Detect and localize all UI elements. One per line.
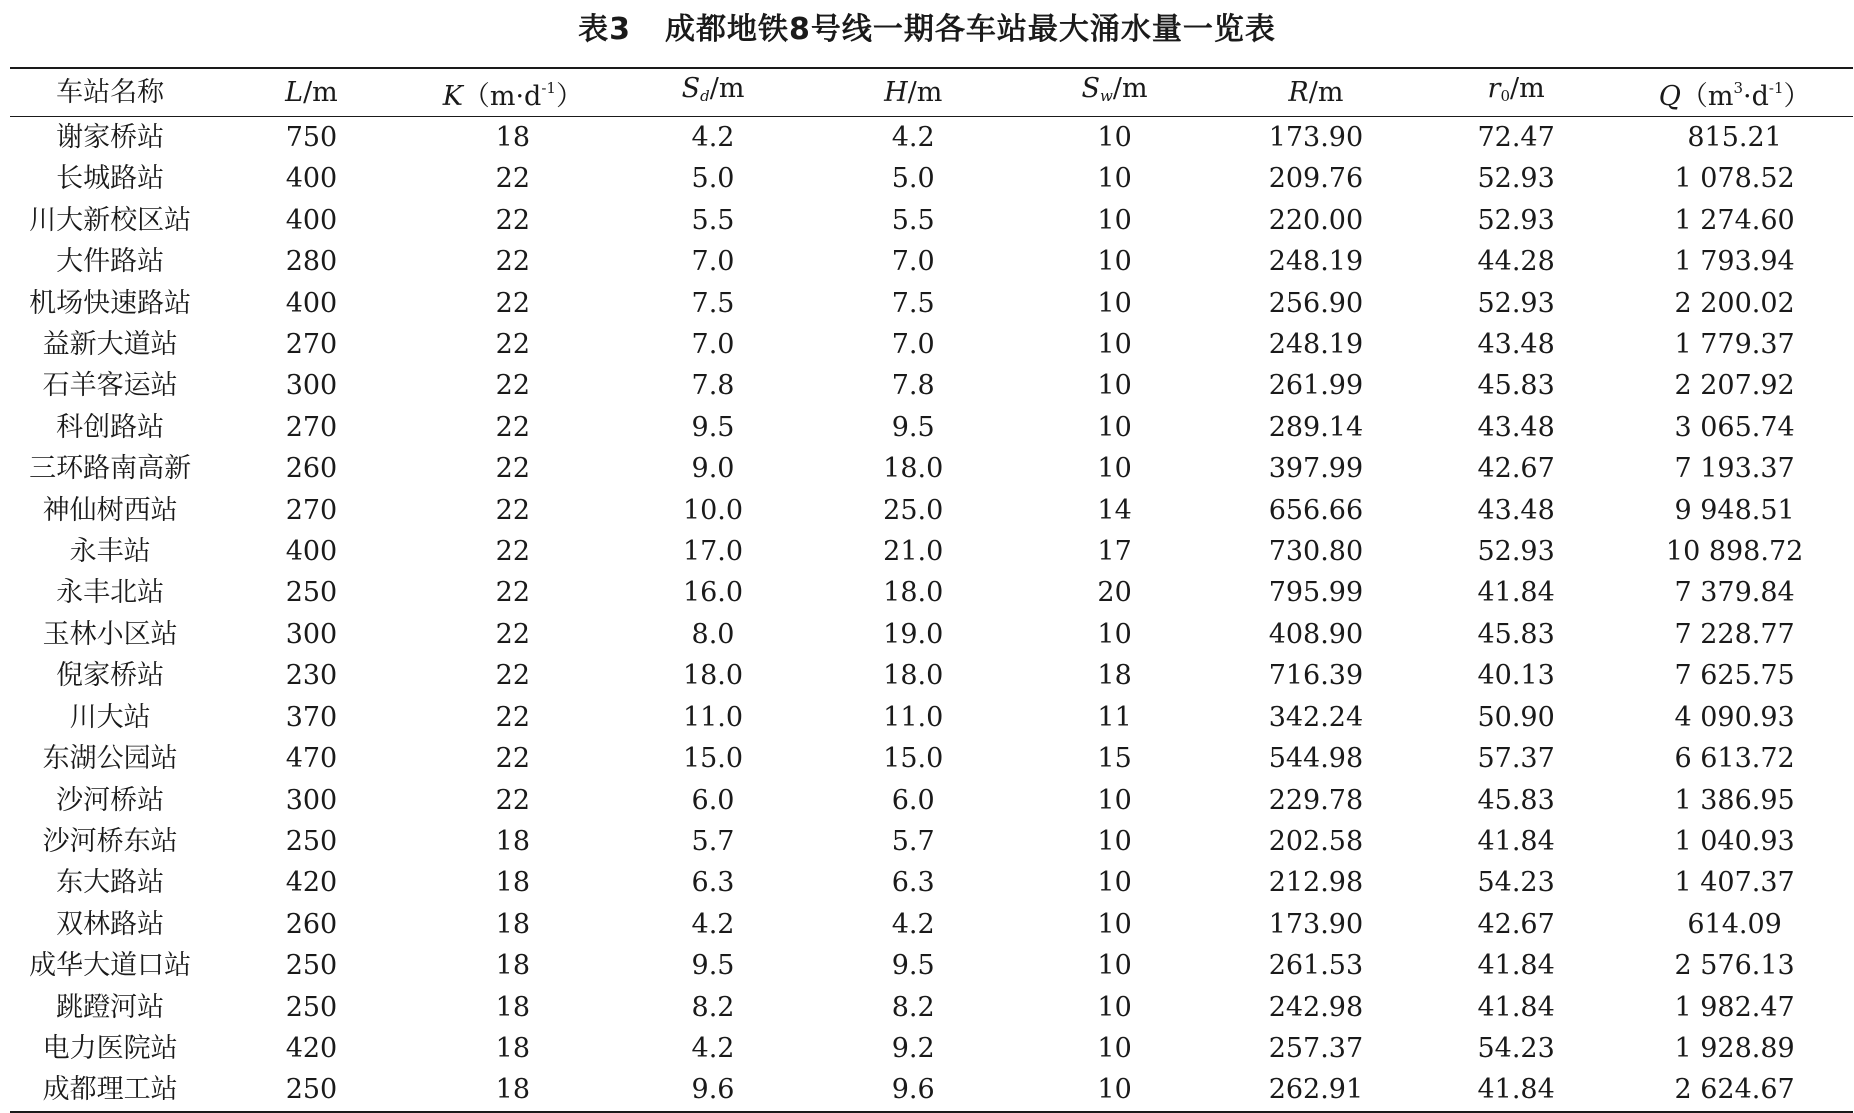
- cell-length: 270: [285, 411, 338, 443]
- cell-drawdown-design: 6.0: [691, 784, 735, 816]
- col-header-station: 车站名称: [10, 68, 210, 117]
- cell-station-name: 东湖公园站: [42, 743, 178, 775]
- cell-station-name: 东大路站: [56, 867, 165, 899]
- cell-equivalent-radius: 42.67: [1477, 453, 1555, 485]
- cell-drawdown-well: 10: [1097, 950, 1132, 982]
- cell-influence-radius: 342.24: [1268, 701, 1364, 733]
- cell-max-inflow: 1 982.47: [1674, 991, 1795, 1023]
- cell-permeability: 18: [413, 1069, 613, 1111]
- cell-permeability: 22: [495, 329, 530, 361]
- cell-aquifer-thickness: 18.0: [883, 660, 944, 692]
- cell-permeability: 18: [495, 908, 530, 940]
- cell-max-inflow: 7 228.77: [1674, 618, 1795, 650]
- col-header-R: R/m: [1216, 68, 1416, 117]
- cell-drawdown-design: 4.2: [691, 908, 735, 940]
- cell-influence-radius: 289.14: [1268, 411, 1364, 443]
- cell-drawdown-design: 4.2: [691, 122, 735, 153]
- cell-drawdown-design: 9.0: [691, 453, 735, 485]
- table-row: [10, 1069, 1853, 1111]
- cell-aquifer-thickness: 9.6: [813, 1069, 1013, 1111]
- cell-influence-radius: 173.90: [1268, 122, 1364, 153]
- cell-influence-radius: 242.98: [1268, 991, 1364, 1023]
- cell-influence-radius: 716.39: [1268, 660, 1364, 692]
- cell-length: 420: [285, 867, 338, 899]
- cell-drawdown-well: 15: [1097, 743, 1132, 775]
- cell-length: 400: [285, 536, 338, 568]
- cell-station-name: 三环路南高新: [29, 453, 192, 485]
- cell-length: 230: [285, 660, 338, 692]
- cell-drawdown-design: 16.0: [682, 577, 744, 609]
- table-caption: [0, 8, 1854, 52]
- table-row: [10, 904, 1853, 945]
- cell-drawdown-design: 5.0: [691, 163, 735, 195]
- table-row: [10, 780, 1853, 821]
- cell-max-inflow: 2 576.13: [1674, 950, 1795, 982]
- cell-station-name: 成都理工站: [10, 1069, 210, 1111]
- cell-equivalent-radius: 45.83: [1477, 618, 1555, 650]
- cell-drawdown-well: 17: [1097, 536, 1132, 568]
- table-row: [10, 324, 1853, 365]
- cell-equivalent-radius: 52.93: [1477, 536, 1555, 568]
- cell-equivalent-radius: 43.48: [1477, 411, 1555, 443]
- cell-equivalent-radius: 54.23: [1477, 867, 1555, 899]
- cell-station-name: 倪家桥站: [56, 660, 165, 692]
- cell-equivalent-radius: 57.37: [1477, 743, 1555, 775]
- cell-length: 250: [285, 950, 338, 982]
- water-inflow-table: [10, 67, 1853, 1113]
- cell-aquifer-thickness: 6.0: [891, 784, 935, 816]
- table-row: [10, 697, 1853, 738]
- cell-drawdown-well: 10: [1097, 163, 1132, 195]
- cell-max-inflow: 9 948.51: [1674, 494, 1795, 526]
- cell-equivalent-radius: 40.13: [1477, 660, 1555, 692]
- cell-length: 250: [285, 825, 338, 857]
- cell-station-name: 永丰站: [69, 536, 151, 568]
- cell-drawdown-design: 7.5: [691, 287, 735, 319]
- cell-influence-radius: 173.90: [1268, 908, 1364, 940]
- cell-permeability: 22: [495, 163, 530, 195]
- cell-influence-radius: 261.53: [1268, 950, 1364, 982]
- cell-influence-radius: 256.90: [1268, 287, 1364, 319]
- cell-station-name: 益新大道站: [42, 329, 178, 361]
- cell-station-name: 跳蹬河站: [56, 991, 165, 1023]
- cell-permeability: 22: [495, 536, 530, 568]
- table-title: 成都地铁8号线一期各车站最大涌水量一览表: [665, 12, 1276, 47]
- cell-drawdown-well: 10: [1097, 867, 1132, 899]
- cell-drawdown-well: 10: [1097, 246, 1132, 278]
- cell-influence-radius: 262.91: [1216, 1069, 1416, 1111]
- cell-drawdown-well: 10: [1097, 329, 1132, 361]
- table-row: [10, 945, 1853, 986]
- cell-max-inflow: 1 793.94: [1674, 246, 1795, 278]
- cell-influence-radius: 209.76: [1268, 163, 1364, 195]
- cell-aquifer-thickness: 9.5: [891, 411, 935, 443]
- cell-permeability: 22: [495, 287, 530, 319]
- col-header-Sd: $S_d/m$: [613, 68, 813, 117]
- cell-equivalent-radius: 43.48: [1477, 494, 1555, 526]
- cell-station-name: 神仙树西站: [42, 494, 178, 526]
- table-row: [10, 738, 1853, 779]
- cell-equivalent-radius: 41.84: [1416, 1069, 1616, 1111]
- cell-aquifer-thickness: 7.0: [891, 246, 935, 278]
- cell-permeability: 22: [495, 577, 530, 609]
- cell-length: 400: [285, 287, 338, 319]
- cell-aquifer-thickness: 4.2: [891, 908, 935, 940]
- cell-station-name: 沙河桥站: [56, 784, 165, 816]
- cell-aquifer-thickness: 11.0: [883, 701, 944, 733]
- cell-length: 750: [285, 122, 338, 153]
- cell-influence-radius: 220.00: [1268, 204, 1364, 236]
- cell-drawdown-well: 10: [1097, 411, 1132, 443]
- cell-max-inflow: 1 274.60: [1674, 204, 1795, 236]
- cell-drawdown-design: 9.6: [613, 1069, 813, 1111]
- cell-permeability: 22: [495, 701, 530, 733]
- cell-drawdown-well: 10: [1097, 370, 1132, 402]
- header-row: [10, 68, 1853, 117]
- cell-influence-radius: 544.98: [1268, 743, 1364, 775]
- cell-aquifer-thickness: 19.0: [883, 618, 944, 650]
- cell-aquifer-thickness: 25.0: [883, 494, 944, 526]
- table-row: [10, 987, 1853, 1028]
- cell-max-inflow: 1 386.95: [1674, 784, 1795, 816]
- cell-length: 250: [285, 991, 338, 1023]
- cell-drawdown-well: 10: [1097, 287, 1132, 319]
- cell-influence-radius: 397.99: [1268, 453, 1364, 485]
- cell-permeability: 18: [495, 867, 530, 899]
- cell-drawdown-design: 5.7: [691, 825, 735, 857]
- cell-drawdown-design: 11.0: [682, 701, 744, 733]
- cell-station-name: 长城路站: [56, 163, 165, 195]
- cell-equivalent-radius: 41.84: [1477, 825, 1555, 857]
- table-row: [10, 117, 1853, 159]
- cell-drawdown-well: 10: [1097, 453, 1132, 485]
- cell-max-inflow: 815.21: [1687, 122, 1782, 153]
- cell-influence-radius: 656.66: [1268, 494, 1364, 526]
- cell-length: 280: [285, 246, 338, 278]
- cell-max-inflow: 614.09: [1687, 908, 1782, 940]
- cell-equivalent-radius: 72.47: [1477, 122, 1555, 153]
- cell-influence-radius: 248.19: [1268, 246, 1364, 278]
- cell-aquifer-thickness: 9.2: [891, 1032, 935, 1064]
- cell-max-inflow: 7 379.84: [1674, 577, 1795, 609]
- table-row: [10, 572, 1853, 613]
- cell-influence-radius: 248.19: [1268, 329, 1364, 361]
- table-row: [10, 614, 1853, 655]
- table-row: [10, 241, 1853, 282]
- col-header-L: L/m: [210, 68, 413, 117]
- cell-aquifer-thickness: 8.2: [891, 991, 935, 1023]
- cell-drawdown-design: 10.0: [682, 494, 744, 526]
- table-row: [10, 448, 1853, 489]
- cell-aquifer-thickness: 5.0: [891, 163, 935, 195]
- cell-drawdown-design: 17.0: [682, 536, 744, 568]
- cell-max-inflow: 1 040.93: [1674, 825, 1795, 857]
- cell-max-inflow: 6 613.72: [1674, 743, 1795, 775]
- cell-influence-radius: 257.37: [1268, 1032, 1364, 1064]
- table-row: [10, 490, 1853, 531]
- cell-station-name: 石羊客运站: [42, 370, 178, 402]
- cell-station-name: 谢家桥站: [56, 122, 165, 153]
- cell-drawdown-well: 10: [1097, 1032, 1132, 1064]
- cell-length: 470: [285, 743, 338, 775]
- cell-station-name: 电力医院站: [42, 1032, 178, 1064]
- cell-influence-radius: 202.58: [1268, 825, 1364, 857]
- table-row: [10, 283, 1853, 324]
- cell-drawdown-well: 11: [1097, 701, 1132, 733]
- cell-max-inflow: 2 200.02: [1674, 287, 1795, 319]
- cell-aquifer-thickness: 7.8: [891, 370, 935, 402]
- cell-drawdown-design: 8.0: [691, 618, 735, 650]
- cell-permeability: 22: [495, 204, 530, 236]
- cell-influence-radius: 229.78: [1268, 784, 1364, 816]
- cell-equivalent-radius: 52.93: [1477, 287, 1555, 319]
- cell-length: 270: [285, 329, 338, 361]
- cell-aquifer-thickness: 6.3: [891, 867, 935, 899]
- cell-aquifer-thickness: 18.0: [883, 453, 944, 485]
- col-header-H: H/m: [813, 68, 1013, 117]
- table-row: [10, 862, 1853, 903]
- table-row: [10, 531, 1853, 572]
- cell-station-name: 双林路站: [56, 908, 165, 940]
- cell-drawdown-design: 7.0: [691, 246, 735, 278]
- cell-length: 300: [285, 618, 338, 650]
- cell-aquifer-thickness: 5.5: [891, 204, 935, 236]
- cell-length: 260: [285, 453, 338, 485]
- cell-equivalent-radius: 52.93: [1477, 163, 1555, 195]
- cell-permeability: 18: [495, 950, 530, 982]
- cell-permeability: 18: [495, 825, 530, 857]
- cell-drawdown-design: 4.2: [691, 1032, 735, 1064]
- cell-equivalent-radius: 41.84: [1477, 991, 1555, 1023]
- cell-equivalent-radius: 42.67: [1477, 908, 1555, 940]
- cell-equivalent-radius: 52.93: [1477, 204, 1555, 236]
- cell-drawdown-well: 14: [1097, 494, 1132, 526]
- cell-length: 270: [285, 494, 338, 526]
- col-header-r0: $r_0/m$: [1416, 68, 1616, 117]
- cell-length: 370: [285, 701, 338, 733]
- cell-station-name: 玉林小区站: [42, 618, 178, 650]
- cell-permeability: 22: [495, 370, 530, 402]
- cell-equivalent-radius: 54.23: [1477, 1032, 1555, 1064]
- cell-length: 250: [285, 577, 338, 609]
- cell-max-inflow: 1 078.52: [1674, 163, 1795, 195]
- cell-equivalent-radius: 41.84: [1477, 577, 1555, 609]
- cell-permeability: 22: [495, 743, 530, 775]
- cell-drawdown-design: 9.5: [691, 411, 735, 443]
- cell-station-name: 川大新校区站: [29, 204, 192, 236]
- cell-permeability: 22: [495, 246, 530, 278]
- cell-equivalent-radius: 45.83: [1477, 370, 1555, 402]
- cell-aquifer-thickness: 4.2: [891, 122, 935, 153]
- cell-aquifer-thickness: 9.5: [891, 950, 935, 982]
- cell-length: 400: [285, 204, 338, 236]
- table-number: 表3: [578, 12, 631, 47]
- cell-max-inflow: 1 928.89: [1674, 1032, 1795, 1064]
- cell-permeability: 22: [495, 784, 530, 816]
- cell-drawdown-well: 10: [1097, 825, 1132, 857]
- table-row: [10, 1028, 1853, 1069]
- cell-permeability: 22: [495, 411, 530, 443]
- cell-station-name: 科创路站: [56, 411, 165, 443]
- cell-length: 250: [210, 1069, 413, 1111]
- col-header-Q: $Q(m^3\cdot d^{-1})$: [1616, 68, 1853, 117]
- cell-aquifer-thickness: 15.0: [883, 743, 944, 775]
- cell-station-name: 永丰北站: [56, 577, 165, 609]
- cell-permeability: 22: [495, 494, 530, 526]
- cell-max-inflow: 7 193.37: [1674, 453, 1795, 485]
- cell-influence-radius: 730.80: [1268, 536, 1364, 568]
- cell-permeability: 18: [495, 122, 530, 153]
- cell-station-name: 机场快速路站: [29, 287, 192, 319]
- cell-influence-radius: 408.90: [1268, 618, 1364, 650]
- cell-drawdown-design: 7.0: [691, 329, 735, 361]
- cell-aquifer-thickness: 7.0: [891, 329, 935, 361]
- cell-permeability: 22: [495, 618, 530, 650]
- cell-station-name: 沙河桥东站: [42, 825, 178, 857]
- cell-drawdown-design: 18.0: [682, 660, 744, 692]
- cell-length: 300: [285, 370, 338, 402]
- cell-influence-radius: 212.98: [1268, 867, 1364, 899]
- cell-permeability: 22: [495, 453, 530, 485]
- cell-drawdown-well: 10: [1097, 618, 1132, 650]
- cell-length: 400: [285, 163, 338, 195]
- table-row: [10, 655, 1853, 696]
- cell-station-name: 成华大道口站: [29, 950, 192, 982]
- cell-influence-radius: 261.99: [1268, 370, 1364, 402]
- cell-station-name: 大件路站: [56, 246, 165, 278]
- cell-max-inflow: 2 624.67: [1616, 1069, 1853, 1111]
- cell-drawdown-well: 20: [1097, 577, 1132, 609]
- cell-aquifer-thickness: 7.5: [891, 287, 935, 319]
- table-row: [10, 821, 1853, 862]
- cell-equivalent-radius: 43.48: [1477, 329, 1555, 361]
- cell-drawdown-design: 6.3: [691, 867, 735, 899]
- cell-max-inflow: 7 625.75: [1674, 660, 1795, 692]
- table-row: [10, 365, 1853, 406]
- table-row: [10, 200, 1853, 241]
- cell-drawdown-well: 10: [1097, 122, 1132, 153]
- cell-equivalent-radius: 41.84: [1477, 950, 1555, 982]
- cell-drawdown-design: 7.8: [691, 370, 735, 402]
- cell-drawdown-well: 10: [1097, 908, 1132, 940]
- cell-max-inflow: 2 207.92: [1674, 370, 1795, 402]
- table-row: [10, 407, 1853, 448]
- cell-max-inflow: 1 779.37: [1674, 329, 1795, 361]
- cell-length: 300: [285, 784, 338, 816]
- cell-permeability: 18: [495, 1032, 530, 1064]
- cell-drawdown-design: 15.0: [682, 743, 744, 775]
- cell-aquifer-thickness: 18.0: [883, 577, 944, 609]
- col-header-K: $K(m\cdot d^{-1})$: [413, 68, 613, 117]
- cell-length: 420: [285, 1032, 338, 1064]
- cell-equivalent-radius: 44.28: [1477, 246, 1555, 278]
- cell-drawdown-well: 10: [1013, 1069, 1216, 1111]
- cell-drawdown-design: 8.2: [691, 991, 735, 1023]
- cell-max-inflow: 1 407.37: [1674, 867, 1795, 899]
- cell-influence-radius: 795.99: [1268, 577, 1364, 609]
- cell-equivalent-radius: 45.83: [1477, 784, 1555, 816]
- cell-drawdown-well: 10: [1097, 784, 1132, 816]
- cell-max-inflow: 3 065.74: [1674, 411, 1795, 443]
- cell-drawdown-well: 10: [1097, 204, 1132, 236]
- cell-station-name: 川大站: [69, 701, 151, 733]
- cell-max-inflow: 10 898.72: [1665, 536, 1804, 568]
- cell-length: 260: [285, 908, 338, 940]
- cell-aquifer-thickness: 5.7: [891, 825, 935, 857]
- cell-permeability: 18: [495, 991, 530, 1023]
- table-row: [10, 158, 1853, 199]
- cell-drawdown-well: 10: [1097, 991, 1132, 1023]
- cell-equivalent-radius: 50.90: [1477, 701, 1555, 733]
- cell-permeability: 22: [495, 660, 530, 692]
- cell-max-inflow: 4 090.93: [1674, 701, 1795, 733]
- cell-aquifer-thickness: 21.0: [883, 536, 944, 568]
- cell-drawdown-well: 18: [1097, 660, 1132, 692]
- cell-drawdown-design: 9.5: [691, 950, 735, 982]
- table-body: [10, 117, 1853, 1112]
- col-header-Sw: $S_w/m$: [1013, 68, 1216, 117]
- cell-drawdown-design: 5.5: [691, 204, 735, 236]
